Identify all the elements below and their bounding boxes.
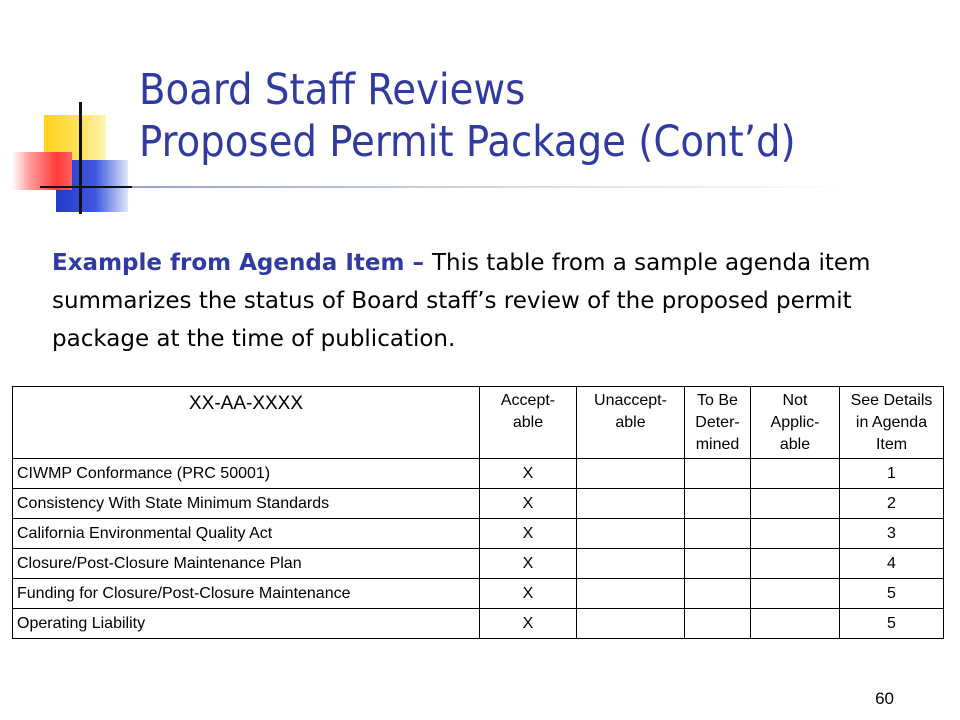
cell-not-applicable (751, 489, 840, 519)
cell-not-applicable (751, 609, 840, 639)
slide-title-line-2: Proposed Permit Package (Cont’d) (139, 117, 796, 167)
header-details-line-2: in Agenda (855, 414, 928, 431)
cell-tbd (685, 489, 751, 519)
header-see-details (840, 387, 944, 459)
cell-acceptable: X (480, 489, 577, 519)
cell-unacceptable (577, 519, 685, 549)
cell-unacceptable (577, 609, 685, 639)
cell-tbd (685, 609, 751, 639)
title-divider (132, 186, 852, 188)
intro-paragraph (52, 244, 912, 358)
header-unacceptable-line-1: Unaccept- (594, 392, 667, 409)
cell-details: 5 (840, 579, 944, 609)
table-row (13, 609, 944, 639)
table-row (13, 519, 944, 549)
cell-unacceptable (577, 459, 685, 489)
cell-details: 4 (840, 549, 944, 579)
cell-details: 5 (840, 609, 944, 639)
intro-bold-lead: Example from Agenda Item – (52, 250, 432, 276)
cell-not-applicable (751, 549, 840, 579)
header-tbd-line-3: mined (695, 436, 740, 453)
row-label: CIWMP Conformance (PRC 50001) (13, 459, 480, 489)
cell-acceptable: X (480, 549, 577, 579)
cell-details: 3 (840, 519, 944, 549)
cell-acceptable: X (480, 519, 577, 549)
cell-not-applicable (751, 519, 840, 549)
slide-title-line-1: Board Staff Reviews (139, 65, 526, 115)
vertical-line-shape (79, 102, 82, 214)
permit-review-table (12, 386, 944, 639)
header-na-line-1: Not (782, 392, 808, 409)
row-label: California Environmental Quality Act (13, 519, 480, 549)
table-row (13, 459, 944, 489)
header-details-line-1: See Details (850, 392, 933, 409)
cell-acceptable: X (480, 579, 577, 609)
decorative-logo (0, 0, 140, 230)
header-acceptable (480, 387, 577, 459)
row-label: Funding for Closure/Post-Closure Maintenance (13, 579, 480, 609)
header-acceptable-line-1: Accept- (500, 392, 556, 409)
cell-not-applicable (751, 459, 840, 489)
header-unacceptable (577, 387, 685, 459)
header-to-be-determined (685, 387, 751, 459)
table-row (13, 549, 944, 579)
cell-acceptable: X (480, 609, 577, 639)
cell-unacceptable (577, 489, 685, 519)
cell-tbd (685, 579, 751, 609)
slide-title (139, 64, 796, 168)
cell-unacceptable (577, 579, 685, 609)
horizontal-line-shape (40, 186, 136, 188)
header-tbd-line-2: Deter- (695, 414, 740, 431)
cell-acceptable: X (480, 459, 577, 489)
header-na-line-2: Applic- (770, 414, 820, 431)
table-row (13, 489, 944, 519)
row-label: Operating Liability (13, 609, 480, 639)
row-label: Closure/Post-Closure Maintenance Plan (13, 549, 480, 579)
red-square-shape (12, 152, 72, 190)
header-not-applicable (751, 387, 840, 459)
header-details-line-3: Item (875, 436, 908, 453)
cell-unacceptable (577, 549, 685, 579)
row-label: Consistency With State Minimum Standards (13, 489, 480, 519)
header-facility-id: XX-AA-XXXX (13, 387, 480, 459)
header-unacceptable-line-2: able (615, 414, 646, 431)
cell-details: 2 (840, 489, 944, 519)
intro-body: This table from a sample agenda item summarizes the status of Board staff’s review of the proposed permit package at the time of publication. (52, 250, 871, 352)
header-tbd-line-1: To Be (697, 392, 738, 409)
cell-details: 1 (840, 459, 944, 489)
header-na-line-3: able (779, 436, 811, 453)
header-acceptable-line-2: able (512, 414, 544, 431)
page-number: 60 (875, 689, 894, 708)
table-row (13, 579, 944, 609)
cell-tbd (685, 519, 751, 549)
cell-not-applicable (751, 579, 840, 609)
table-header-row (13, 387, 944, 459)
cell-tbd (685, 459, 751, 489)
cell-tbd (685, 549, 751, 579)
